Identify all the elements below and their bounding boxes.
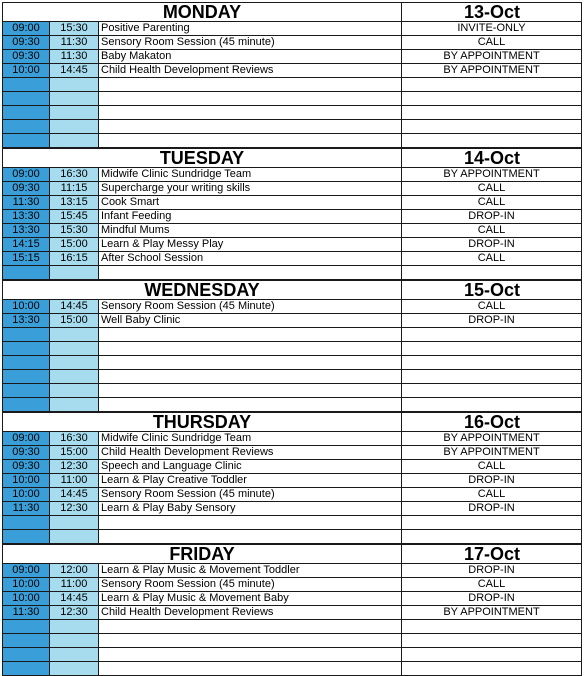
- end-time-cell: 14:45: [50, 488, 99, 502]
- empty-start-time-cell: [2, 634, 50, 648]
- activity-cell: Cook Smart: [99, 196, 402, 210]
- start-time-cell: 09:30: [2, 50, 50, 64]
- start-time-cell: 10:00: [2, 64, 50, 78]
- booking-status-cell: DROP-IN: [402, 210, 582, 224]
- booking-status-cell: CALL: [402, 224, 582, 238]
- start-time-cell: 14:15: [2, 238, 50, 252]
- empty-activity-cell: [99, 120, 402, 134]
- empty-start-time-cell: [2, 384, 50, 398]
- empty-booking-status-cell: [402, 634, 582, 648]
- empty-activity-cell: [99, 634, 402, 648]
- empty-booking-status-cell: [402, 370, 582, 384]
- empty-booking-status-cell: [402, 106, 582, 120]
- booking-status-cell: CALL: [402, 300, 582, 314]
- activity-cell: Sensory Room Session (45 Minute): [99, 300, 402, 314]
- activity-cell: Midwife Clinic Sundridge Team: [99, 432, 402, 446]
- activity-cell: Learn & Play Creative Toddler: [99, 474, 402, 488]
- booking-status-cell: DROP-IN: [402, 502, 582, 516]
- empty-booking-status-cell: [402, 620, 582, 634]
- empty-activity-cell: [99, 106, 402, 120]
- activity-cell: Child Health Development Reviews: [99, 606, 402, 620]
- end-time-cell: 15:30: [50, 22, 99, 36]
- activity-cell: Sensory Room Session (45 minute): [99, 36, 402, 50]
- end-time-cell: 15:00: [50, 446, 99, 460]
- empty-end-time-cell: [50, 356, 99, 370]
- empty-activity-cell: [99, 648, 402, 662]
- empty-end-time-cell: [50, 516, 99, 530]
- empty-end-time-cell: [50, 620, 99, 634]
- booking-status-cell: CALL: [402, 460, 582, 474]
- empty-end-time-cell: [50, 134, 99, 148]
- empty-start-time-cell: [2, 620, 50, 634]
- booking-status-cell: BY APPOINTMENT: [402, 446, 582, 460]
- start-time-cell: 10:00: [2, 300, 50, 314]
- end-time-cell: 14:45: [50, 300, 99, 314]
- activity-cell: Child Health Development Reviews: [99, 446, 402, 460]
- empty-activity-cell: [99, 370, 402, 384]
- end-time-cell: 14:45: [50, 64, 99, 78]
- empty-start-time-cell: [2, 370, 50, 384]
- end-time-cell: 14:45: [50, 592, 99, 606]
- empty-activity-cell: [99, 328, 402, 342]
- empty-end-time-cell: [50, 92, 99, 106]
- empty-start-time-cell: [2, 398, 50, 412]
- empty-activity-cell: [99, 398, 402, 412]
- activity-cell: Supercharge your writing skills: [99, 182, 402, 196]
- day-date: 13-Oct: [463, 2, 521, 22]
- empty-start-time-cell: [2, 78, 50, 92]
- empty-activity-cell: [99, 356, 402, 370]
- end-time-cell: 11:30: [50, 50, 99, 64]
- activity-cell: Sensory Room Session (45 minute): [99, 488, 402, 502]
- empty-activity-cell: [99, 530, 402, 544]
- activity-cell: Sensory Room Session (45 minute): [99, 578, 402, 592]
- start-time-cell: 09:00: [2, 168, 50, 182]
- empty-end-time-cell: [50, 370, 99, 384]
- end-time-cell: 15:45: [50, 210, 99, 224]
- empty-start-time-cell: [2, 266, 50, 280]
- empty-booking-status-cell: [402, 384, 582, 398]
- empty-activity-cell: [99, 134, 402, 148]
- empty-booking-status-cell: [402, 356, 582, 370]
- end-time-cell: 15:00: [50, 238, 99, 252]
- start-time-cell: 09:00: [2, 432, 50, 446]
- empty-booking-status-cell: [402, 342, 582, 356]
- booking-status-cell: BY APPOINTMENT: [402, 606, 582, 620]
- end-time-cell: 16:30: [50, 168, 99, 182]
- activity-cell: Learn & Play Baby Sensory: [99, 502, 402, 516]
- weekly-timetable: [2, 2, 582, 669]
- empty-booking-status-cell: [402, 516, 582, 530]
- empty-activity-cell: [99, 662, 402, 676]
- booking-status-cell: CALL: [402, 252, 582, 266]
- empty-activity-cell: [99, 92, 402, 106]
- booking-status-cell: BY APPOINTMENT: [402, 50, 582, 64]
- end-time-cell: 11:00: [50, 578, 99, 592]
- start-time-cell: 13:30: [2, 210, 50, 224]
- empty-booking-status-cell: [402, 398, 582, 412]
- day-block-thursday: [2, 412, 582, 544]
- booking-status-cell: DROP-IN: [402, 314, 582, 328]
- end-time-cell: 12:30: [50, 460, 99, 474]
- empty-end-time-cell: [50, 648, 99, 662]
- start-time-cell: 09:30: [2, 36, 50, 50]
- start-time-cell: 09:30: [2, 460, 50, 474]
- empty-end-time-cell: [50, 342, 99, 356]
- activity-cell: Child Health Development Reviews: [99, 64, 402, 78]
- empty-activity-cell: [99, 384, 402, 398]
- empty-start-time-cell: [2, 92, 50, 106]
- end-time-cell: 15:00: [50, 314, 99, 328]
- booking-status-cell: CALL: [402, 578, 582, 592]
- empty-end-time-cell: [50, 120, 99, 134]
- booking-status-cell: CALL: [402, 488, 582, 502]
- empty-start-time-cell: [2, 516, 50, 530]
- day-date: 14-Oct: [463, 148, 521, 168]
- activity-cell: Learn & Play Music & Movement Toddler: [99, 564, 402, 578]
- activity-cell: Learn & Play Music & Movement Baby: [99, 592, 402, 606]
- empty-end-time-cell: [50, 266, 99, 280]
- start-time-cell: 09:00: [2, 22, 50, 36]
- empty-booking-status-cell: [402, 134, 582, 148]
- day-block-friday: [2, 544, 582, 676]
- start-time-cell: 11:30: [2, 196, 50, 210]
- start-time-cell: 13:30: [2, 314, 50, 328]
- start-time-cell: 15:15: [2, 252, 50, 266]
- booking-status-cell: DROP-IN: [402, 592, 582, 606]
- activity-cell: Baby Makaton: [99, 50, 402, 64]
- activity-cell: Mindful Mums: [99, 224, 402, 238]
- end-time-cell: 12:30: [50, 502, 99, 516]
- empty-start-time-cell: [2, 356, 50, 370]
- empty-end-time-cell: [50, 328, 99, 342]
- empty-end-time-cell: [50, 530, 99, 544]
- empty-end-time-cell: [50, 106, 99, 120]
- empty-booking-status-cell: [402, 78, 582, 92]
- empty-activity-cell: [99, 266, 402, 280]
- end-time-cell: 11:15: [50, 182, 99, 196]
- activity-cell: Speech and Language Clinic: [99, 460, 402, 474]
- end-time-cell: 15:30: [50, 224, 99, 238]
- empty-activity-cell: [99, 516, 402, 530]
- start-time-cell: 10:00: [2, 474, 50, 488]
- day-name: TUESDAY: [159, 148, 245, 168]
- day-name: FRIDAY: [169, 544, 235, 564]
- start-time-cell: 10:00: [2, 592, 50, 606]
- activity-cell: Infant Feeding: [99, 210, 402, 224]
- activity-cell: Learn & Play Messy Play: [99, 238, 402, 252]
- end-time-cell: 16:15: [50, 252, 99, 266]
- end-time-cell: 12:30: [50, 606, 99, 620]
- empty-activity-cell: [99, 78, 402, 92]
- booking-status-cell: CALL: [402, 182, 582, 196]
- empty-start-time-cell: [2, 106, 50, 120]
- empty-booking-status-cell: [402, 648, 582, 662]
- start-time-cell: 11:30: [2, 606, 50, 620]
- day-name: THURSDAY: [152, 412, 252, 432]
- booking-status-cell: BY APPOINTMENT: [402, 64, 582, 78]
- empty-end-time-cell: [50, 78, 99, 92]
- empty-activity-cell: [99, 620, 402, 634]
- empty-booking-status-cell: [402, 266, 582, 280]
- booking-status-cell: DROP-IN: [402, 474, 582, 488]
- empty-activity-cell: [99, 342, 402, 356]
- booking-status-cell: BY APPOINTMENT: [402, 432, 582, 446]
- end-time-cell: 12:00: [50, 564, 99, 578]
- booking-status-cell: CALL: [402, 196, 582, 210]
- day-block-monday: [2, 2, 582, 148]
- empty-booking-status-cell: [402, 328, 582, 342]
- booking-status-cell: INVITE-ONLY: [402, 22, 582, 36]
- day-date: 16-Oct: [463, 412, 521, 432]
- empty-end-time-cell: [50, 662, 99, 676]
- activity-cell: Midwife Clinic Sundridge Team: [99, 168, 402, 182]
- empty-start-time-cell: [2, 120, 50, 134]
- day-date: 15-Oct: [463, 280, 521, 300]
- end-time-cell: 13:15: [50, 196, 99, 210]
- end-time-cell: 16:30: [50, 432, 99, 446]
- end-time-cell: 11:30: [50, 36, 99, 50]
- empty-start-time-cell: [2, 648, 50, 662]
- start-time-cell: 13:30: [2, 224, 50, 238]
- empty-start-time-cell: [2, 662, 50, 676]
- empty-end-time-cell: [50, 384, 99, 398]
- empty-start-time-cell: [2, 530, 50, 544]
- empty-start-time-cell: [2, 342, 50, 356]
- empty-end-time-cell: [50, 634, 99, 648]
- empty-booking-status-cell: [402, 92, 582, 106]
- booking-status-cell: DROP-IN: [402, 238, 582, 252]
- start-time-cell: 09:30: [2, 182, 50, 196]
- day-name: MONDAY: [162, 2, 242, 22]
- start-time-cell: 10:00: [2, 488, 50, 502]
- empty-booking-status-cell: [402, 120, 582, 134]
- day-block-tuesday: [2, 148, 582, 280]
- activity-cell: After School Session: [99, 252, 402, 266]
- booking-status-cell: CALL: [402, 36, 582, 50]
- start-time-cell: 09:30: [2, 446, 50, 460]
- empty-start-time-cell: [2, 328, 50, 342]
- empty-end-time-cell: [50, 398, 99, 412]
- activity-cell: Positive Parenting: [99, 22, 402, 36]
- day-date: 17-Oct: [463, 544, 521, 564]
- activity-cell: Well Baby Clinic: [99, 314, 402, 328]
- end-time-cell: 11:00: [50, 474, 99, 488]
- booking-status-cell: BY APPOINTMENT: [402, 168, 582, 182]
- empty-booking-status-cell: [402, 530, 582, 544]
- empty-booking-status-cell: [402, 662, 582, 676]
- day-block-wednesday: [2, 280, 582, 412]
- start-time-cell: 10:00: [2, 578, 50, 592]
- start-time-cell: 11:30: [2, 502, 50, 516]
- empty-start-time-cell: [2, 134, 50, 148]
- booking-status-cell: DROP-IN: [402, 564, 582, 578]
- day-name: WEDNESDAY: [144, 280, 260, 300]
- start-time-cell: 09:00: [2, 564, 50, 578]
